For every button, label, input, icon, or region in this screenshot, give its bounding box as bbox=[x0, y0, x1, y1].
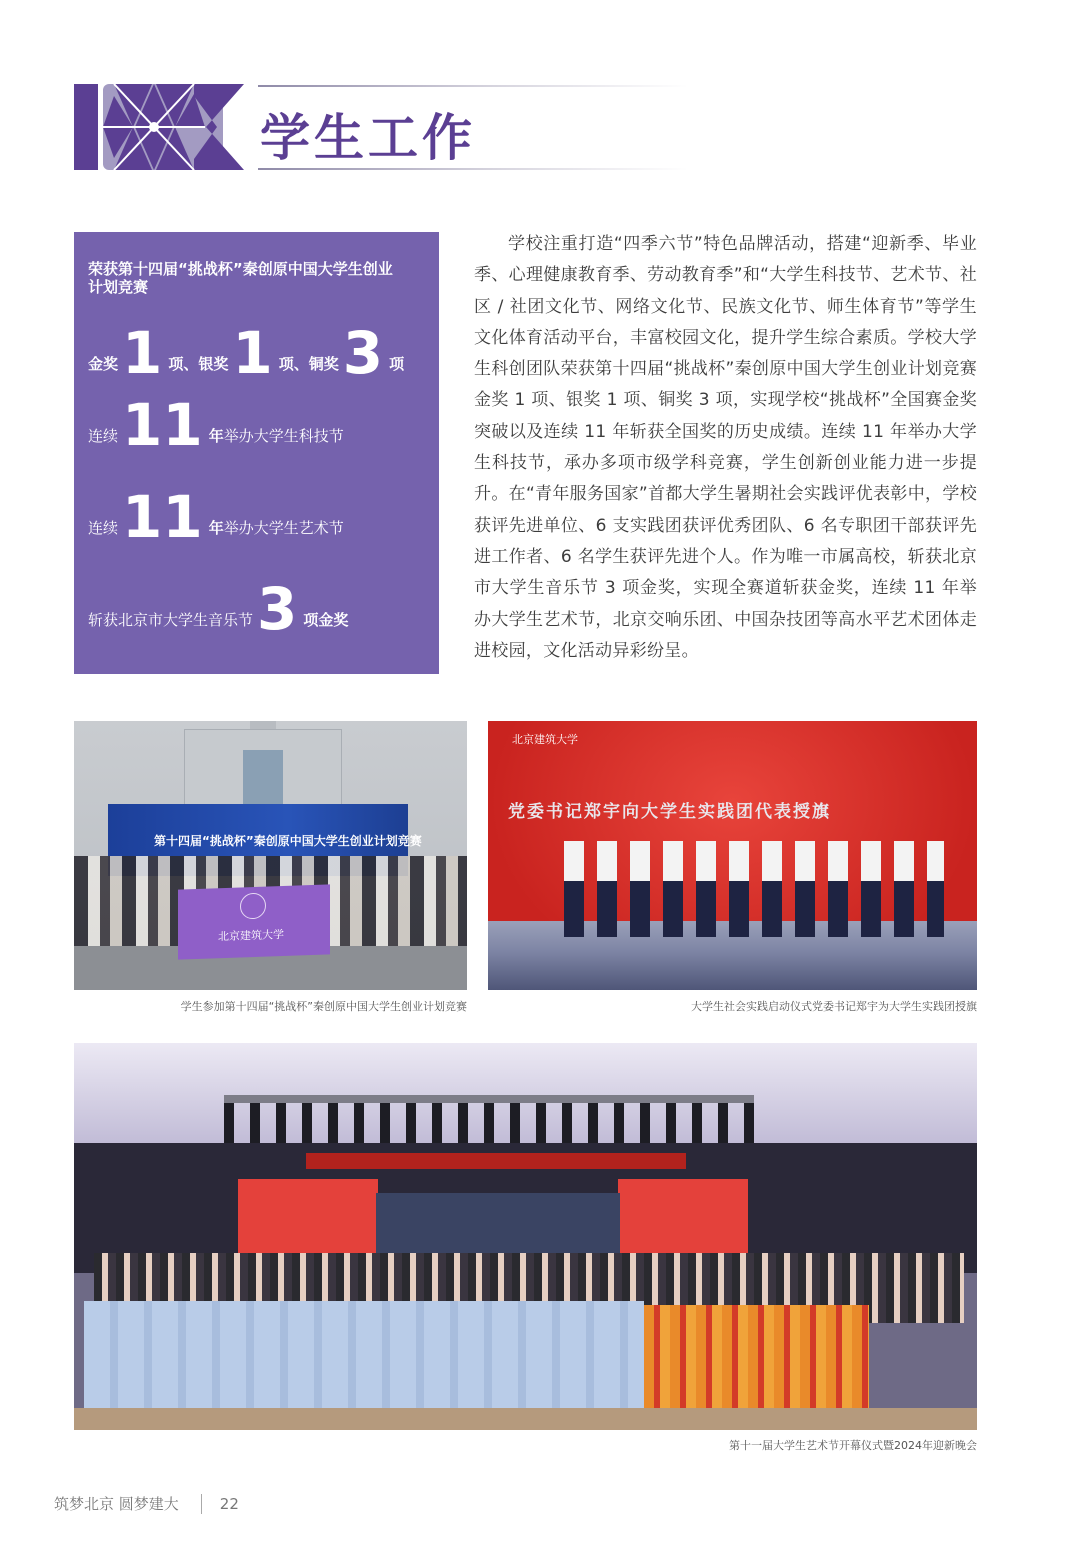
science-prefix: 连续 bbox=[88, 427, 119, 445]
lighting-truss bbox=[224, 1095, 754, 1103]
photo-caption: 第十一届大学生艺术节开幕仪式暨2024年迎新晚会 bbox=[729, 1439, 977, 1452]
silver-unit: 项、铜奖 bbox=[278, 355, 339, 373]
building bbox=[184, 729, 342, 809]
music-prefix: 斩获北京市大学生音乐节 bbox=[88, 611, 254, 629]
highlights-box bbox=[74, 232, 439, 674]
photo-challenge-cup-competition bbox=[74, 721, 467, 990]
section-title: 学生工作 bbox=[260, 109, 476, 167]
science-number: 11 bbox=[122, 391, 203, 459]
page-footer bbox=[54, 1493, 239, 1514]
music-festival-stat bbox=[88, 575, 349, 643]
page-number: 22 bbox=[219, 1494, 239, 1513]
science-year: 年 bbox=[208, 427, 224, 445]
art-year: 年 bbox=[208, 519, 224, 537]
footer-slogan: 筑梦北京 圆梦建大 bbox=[54, 1495, 179, 1513]
choir-blue-dresses bbox=[84, 1301, 644, 1416]
award-stats bbox=[88, 319, 405, 387]
header-rule-bottom bbox=[258, 168, 688, 170]
art-number: 11 bbox=[122, 483, 203, 551]
university-flag: 北京建筑大学 bbox=[178, 884, 330, 959]
header-rule-top bbox=[258, 85, 688, 87]
section-header bbox=[74, 84, 634, 170]
hexagon-triangle-logo-icon bbox=[74, 84, 244, 170]
music-suffix: 项金奖 bbox=[303, 611, 349, 629]
gold-unit: 项、银奖 bbox=[168, 355, 229, 373]
silver-count: 1 bbox=[232, 319, 273, 387]
photo-caption: 学生参加第十四届“挑战杯”秦创原中国大学生创业计划竞赛 bbox=[180, 1000, 467, 1013]
bronze-unit: 项 bbox=[389, 355, 405, 373]
art-prefix: 连续 bbox=[88, 519, 119, 537]
university-seal-icon bbox=[240, 893, 266, 920]
bronze-count: 3 bbox=[342, 319, 384, 387]
dancers-orange-costumes bbox=[644, 1305, 869, 1415]
stage-banner bbox=[306, 1153, 686, 1169]
gold-label: 金奖 bbox=[88, 355, 119, 373]
art-suffix: 举办大学生艺术节 bbox=[223, 519, 344, 537]
university-logo: 北京建筑大学 bbox=[512, 733, 578, 746]
music-number: 3 bbox=[257, 575, 298, 643]
art-festival-stat bbox=[88, 483, 344, 551]
photo-flag-ceremony bbox=[488, 721, 977, 990]
science-suffix: 举办大学生科技节 bbox=[223, 427, 344, 445]
body-paragraph: 学校注重打造“四季六节”特色品牌活动，搭建“迎新季、毕业季、心理健康教育季、劳动教育季”和“大学生科技节、艺术节、社区 / 社团文化节、网络文化节、民族文化节、师生体育节”等学生文化体育活动平台，丰富校园文化，提升学生综合素质。学校大学生科创团队荣获第十四届“挑战杯”秦创原中国大学生创业计划竞赛金奖 1 项、银奖 1 项、铜奖 3 项，实现学校“挑战杯”全国赛金奖突破以及连续 11 年斩获全国奖的历史成绩。连续 11 年举办大学生科技节，承办多项市级学科竞赛，学生创新创业能力进一步提升。在“青年服务国家”首都大学生暑期社会实践评优表彰中，学校获评先进单位、6 支实践团获评优秀团队、6 名专职团干部获评先进工作者、6 名学生获评先进个人。作为唯一市属高校，斩获北京市大学生音乐节 3 项金奖，实现全赛道斩获金奖，连续 11 年举办大学生艺术节，北京交响乐团、中国杂技团等高水平艺术团体走进校园，文化活动异彩纷呈。 bbox=[474, 234, 977, 661]
stage-headline: 党委书记郑宇向大学生实践团代表授旗 bbox=[508, 802, 831, 822]
highlights-heading: 荣获第十四届“挑战杯”秦创原中国大学生创业计划竞赛 bbox=[88, 260, 393, 296]
science-festival-stat bbox=[88, 391, 344, 459]
photo-art-festival-gala bbox=[74, 1043, 977, 1430]
stage-lights bbox=[224, 1103, 754, 1143]
photo-caption: 大学生社会实践启动仪式党委书记郑宇为大学生实践团授旗 bbox=[691, 1000, 977, 1013]
footer-divider bbox=[201, 1494, 202, 1514]
competition-banner: 第十四届“挑战杯”秦创原中国大学生创业计划竞赛 bbox=[108, 804, 408, 876]
gold-count: 1 bbox=[122, 319, 163, 387]
